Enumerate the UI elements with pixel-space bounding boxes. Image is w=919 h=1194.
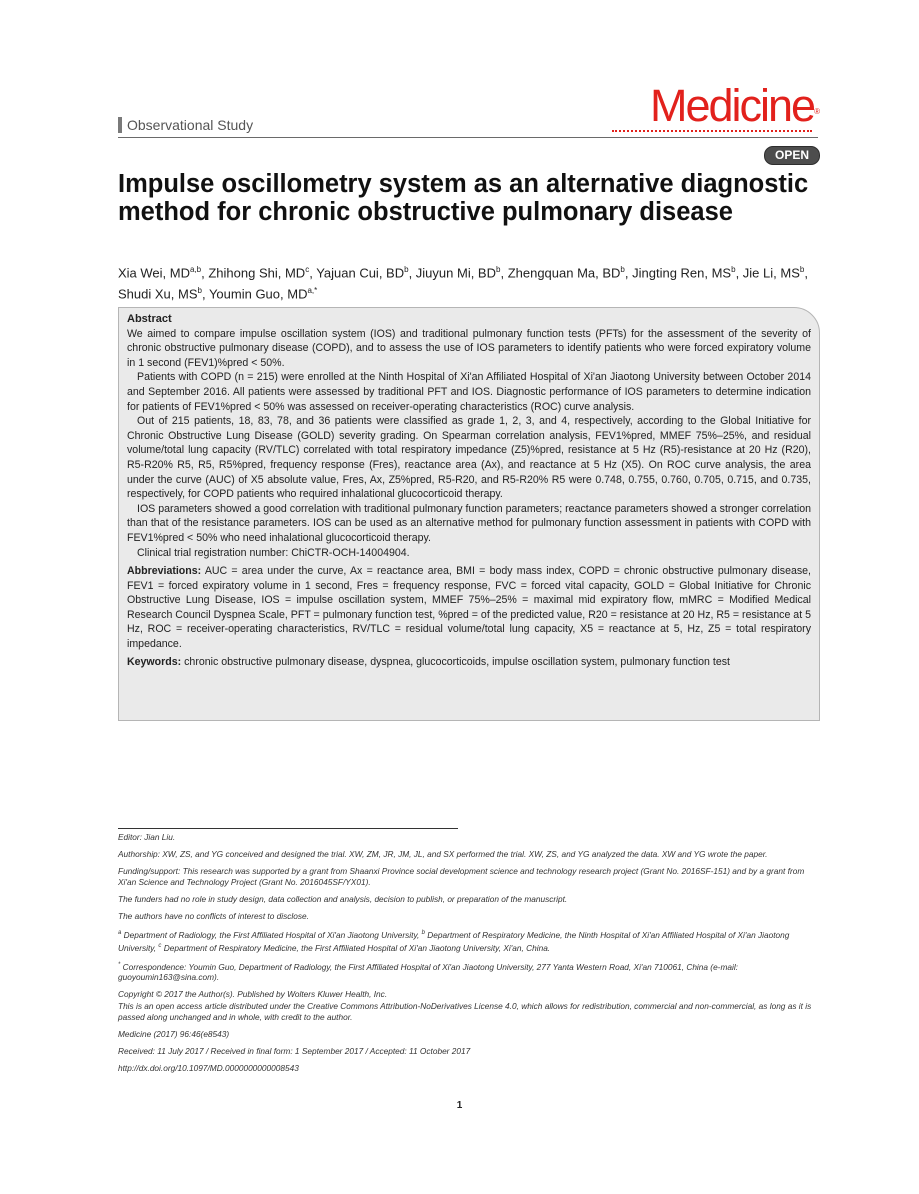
author: Jiuyun Mi, BD: [415, 265, 496, 281]
abbreviations-text: AUC = area under the curve, Ax = reactance area, BMI = body mass index, COPD = chronic obstructive pulmonary disease, FEV1 = forced expiratory volume in 1 second, Fres = frequency response, FVC = forced vital capacity, GOLD = Global Initiative for Chronic Obstructive Lung Disease, IOS = impulse oscillation system, MMEF 75%–25% = maximal mid expiratory flow, mMRC = Modified Medical Research Council Dyspnea Scale, PFT = pulmonary function test, %pred = of the predicted value, R20 = resistance at 20 Hz, R5 = resistance at 5 Hz, ROC = receiver-operating characteristics, RV/TLC = residual volume/total lung capacity, X5 = reactance at 5, Hz, Z5 = total respiratory impedance.: [127, 565, 811, 651]
paper-title: Impulse oscillometry system as an alternative diagnostic method for chronic obstructive pulmonary disease: [118, 170, 809, 226]
author-affiliation: a,b: [190, 265, 202, 274]
keywords: [127, 655, 811, 670]
author: Zhihong Shi, MD: [208, 265, 306, 281]
journal-name: Medicine: [650, 80, 815, 131]
header-rule: [118, 137, 818, 138]
open-access-badge: OPEN: [764, 146, 820, 165]
copyright-note: Copyright © 2017 the Author(s). Published by Wolters Kluwer Health, Inc.: [118, 989, 388, 1000]
journal-logo-dots: [612, 130, 812, 132]
editor-note: Editor: Jian Liu.: [118, 832, 176, 842]
abstract-paragraph: IOS parameters showed a good correlation with traditional pulmonary function parameters; reactance parameters showed a stronger correlation than that of the resistance parameters. IOS can be used as an alternative method for pulmonary function assessment in patients with COPD with FEV1%pred < 50% who need inhalational glucocorticoid therapy.: [127, 502, 811, 544]
page-number: 1: [456, 1100, 463, 1111]
journal-logo: [610, 82, 820, 132]
author: Yajuan Cui, BD: [316, 265, 405, 281]
author: Xia Wei, MD: [118, 265, 190, 281]
author-affiliation: b: [496, 265, 501, 274]
author: Zhengquan Ma, BD: [507, 265, 621, 281]
funding-note: Funding/support: This research was supported by a grant from Shaanxi Province social development science and technology research project (Grant No. 2016SF-151) and by a grant from Xi'an Science and Technology Project (Grant No. 2016045SF/YX01).: [118, 866, 805, 887]
section-label: Observational Study: [118, 117, 253, 133]
author-affiliation: b: [799, 265, 805, 274]
footnote-rule: [118, 828, 458, 829]
doi-link[interactable]: http://dx.doi.org/10.1097/MD.0000000000008543: [118, 1063, 299, 1074]
author-list: Xia Wei, MD$^{a,b}$, Zhihong Shi, $MD^c$, Yajuan Cui, $BD^b$, Jiuyun Mi, $BD^b$, Zhengquan Ma, $BD^b$, Jingting Ren, $MS^b$, Jie Li, $MS^b$, Shudi Xu, $MS^b$, Youmin Guo, $MD^{a,*}$: [118, 265, 808, 302]
authorship-note: Authorship: XW, ZS, and YG conceived and designed the trial. XW, ZM, JR, JM, JL, and SX performed the trial. XW, ZS, and YG analyzed the data. XW and YG wrote the paper.: [118, 849, 768, 859]
registered-mark: ®: [814, 107, 820, 116]
author-affiliation: b: [197, 286, 202, 296]
author-affiliation: b: [731, 265, 736, 274]
abstract-paragraph: Out of 215 patients, 18, 83, 78, and 36 patients were classified as grade 1, 2, 3, and 4, respectively, according to the Global Initiative for Chronic Obstructive Lung Disease (GOLD) severity grading. On Spearman correlation analysis, FEV1%pred, MMEF 75%–25%, and residual volume/total lung capacity (RV/TLC) correlated with total respiratory impedance (Z5)%pred, resistance at 5 Hz (R5)-resistance at 20 Hz (R20), R5-R20% R5, R5, R5%pred, frequency response (Fres), reactance area (Ax), and reactance at 5 Hz (X5). On ROC curve analysis, the area under the curve (AUC) of X5 absolute value, Fres, Ax, Z5%pred, R5-R20, and R5-R20% R5 were 0.748, 0.755, 0.760, 0.705, 0.715, and 0.735, respectively, for COPD patients who required inhalational glucocorticoid therapy.: [127, 415, 811, 501]
conflicts-note: The authors have no conflicts of interest to disclose.: [118, 911, 309, 921]
author-affiliation: c: [305, 265, 310, 274]
license-note: This is an open access article distributed under the Creative Commons Attribution-NoDerivatives License 4.0, which allows for redistribution, commercial and non-commercial, as long as it is passed along unchanged and in whole, with credit to the author.: [118, 1001, 812, 1023]
abstract-paragraph: Patients with COPD (n = 215) were enrolled at the Ninth Hospital of Xi'an Affiliated Hospital of Xi'an Jiaotong University between October 2014 and September 2016. All patients were assessed by traditional PFT and IOS. Diagnostic performance of IOS parameters to determine indication for patients of FEV1%pred < 50% was assessed on receiver-operating characteristics (ROC) curve analysis.: [127, 371, 811, 413]
author: Youmin Guo, MD: [208, 286, 308, 302]
author-affiliation: b: [404, 265, 409, 274]
author-affiliation: b: [620, 265, 625, 274]
funders-role-note: The funders had no role in study design, data collection and analysis, decision to publish, or preparation of the manuscript.: [118, 894, 568, 904]
abstract-heading: Abstract: [127, 313, 172, 325]
citation-note: Medicine (2017) 96:46(e8543): [118, 1029, 230, 1040]
trial-registration: Clinical trial registration number: ChiCTR-OCH-14004904.: [137, 546, 410, 559]
author-affiliation: a,*: [307, 286, 318, 296]
author: Shudi Xu, MS: [118, 286, 198, 302]
abbreviations-label: Abbreviations:: [127, 565, 202, 578]
received-dates: Received: 11 July 2017 / Received in final form: 1 September 2017 / Accepted: 11 October 2017: [118, 1046, 471, 1057]
affiliations-note: $^a$ Department of Radiology, the First Affiliated Hospital of Xi'an Jiaotong University, $^b$ Department of Respiratory Medicine, the Ninth Hospital of Xi'an Affiliated Hospital of Xi'an Jiaotong University, $^c$ Department of Respiratory Medicine, the First Affiliated Hospital of Xi'an Jiaotong University, Xi'an, China.: [118, 929, 790, 953]
keywords-label: Keywords:: [127, 655, 182, 668]
correspondence-note: * Correspondence: Youmin Guo, Department of Radiology, the First Affiliated Hospital of Xi'an Jiaotong University, 277 Yanta Western Road, Xi'an 710061, China (e-mail: guoyoumin163@sina.com).: [118, 961, 738, 983]
author: Jingting Ren, MS: [632, 265, 732, 281]
abbreviations: [127, 564, 811, 652]
footnotes: [118, 832, 820, 1080]
keywords-text: chronic obstructive pulmonary disease, dyspnea, glucocorticoids, impulse oscillation system, pulmonary function test: [184, 655, 730, 668]
abstract-paragraph: We aimed to compare impulse oscillation system (IOS) and traditional pulmonary function tests (PFTs) for the assessment of the severity of chronic obstructive pulmonary disease (COPD), and to assess the use of IOS parameters to identify patients who were forced expiratory volume in 1 second (FEV1)%pred < 50%.: [127, 327, 811, 369]
abstract-box: [118, 307, 820, 721]
author: Jie Li, MS: [742, 265, 800, 281]
